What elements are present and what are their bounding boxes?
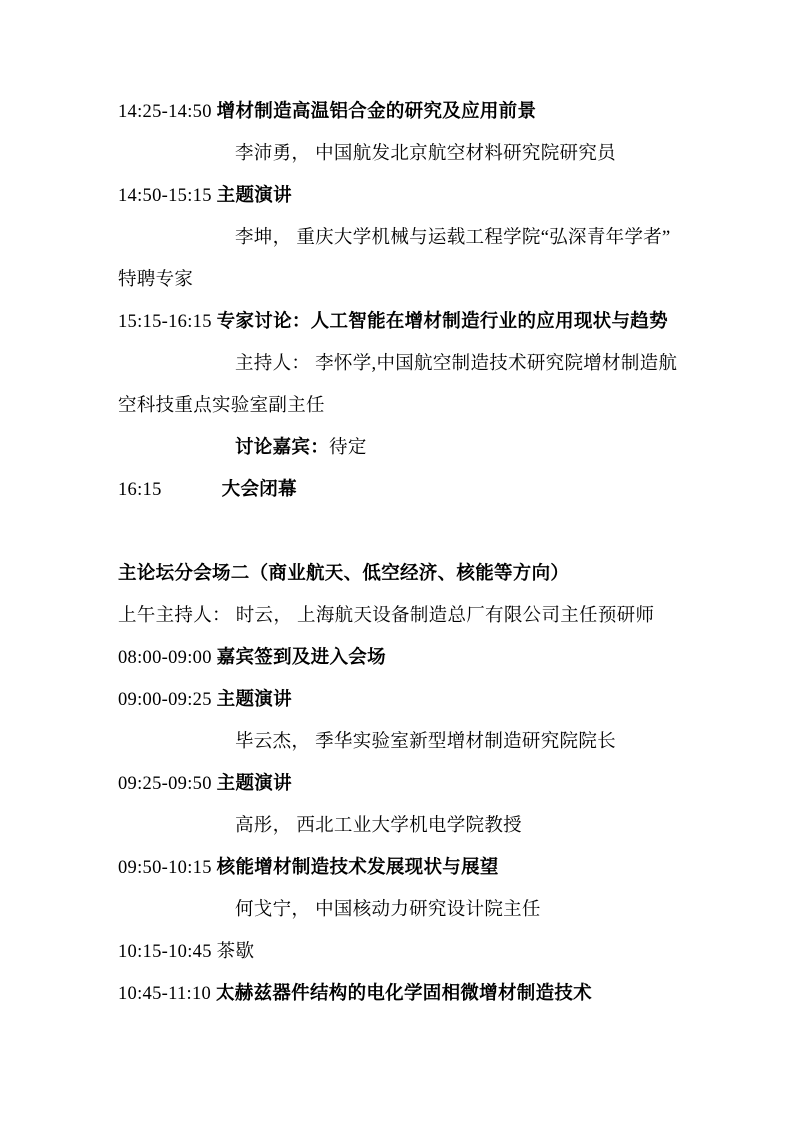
speaker-text: 特聘专家	[118, 270, 194, 290]
time-range: 09:25-09:50	[118, 774, 217, 794]
moderator-line-continuation	[118, 385, 678, 427]
agenda-item	[118, 847, 678, 889]
time-range: 10:15-10:45	[118, 942, 217, 962]
time-range: 09:00-09:25	[118, 690, 217, 710]
agenda-item	[118, 637, 678, 679]
session-title: 增材制造高温铝合金的研究及应用前景	[216, 102, 537, 122]
panel-guests-label: 讨论嘉宾：	[235, 438, 330, 458]
agenda-content	[118, 91, 678, 1015]
moderator-text: 主持人： 李怀学,中国航空制造技术研究院增材制造航	[235, 354, 678, 374]
speaker-text: 高彤， 西北工业大学机电学院教授	[235, 816, 522, 836]
time-range: 10:45-11:10	[118, 984, 216, 1004]
agenda-item	[118, 679, 678, 721]
speaker-line	[118, 805, 678, 847]
agenda-item	[118, 763, 678, 805]
session-title: 核能增材制造技术发展现状与展望	[216, 858, 499, 878]
session-title: 太赫兹器件结构的电化学固相微增材制造技术	[215, 984, 592, 1004]
session-title: 嘉宾签到及进入会场	[216, 648, 386, 668]
moderator-text: 空科技重点实验室副主任	[118, 396, 325, 416]
agenda-item	[118, 973, 678, 1015]
agenda-item	[118, 301, 678, 343]
speaker-line	[118, 721, 678, 763]
time-range: 14:25-14:50	[118, 102, 217, 122]
agenda-item	[118, 91, 678, 133]
session-title: 主题演讲	[216, 186, 292, 206]
speaker-text: 李坤， 重庆大学机械与运载工程学院“弘深青年学者”	[235, 228, 671, 248]
panel-guests-line	[118, 427, 678, 469]
time-range: 15:15-16:15	[118, 312, 217, 332]
session-title: 主题演讲	[216, 690, 292, 710]
panel-guests-value: 待定	[329, 438, 367, 458]
speaker-text: 李沛勇， 中国航发北京航空材料研究院研究员	[235, 144, 616, 164]
moderator-text: 上午主持人： 时云， 上海航天设备制造总厂有限公司主任预研师	[118, 606, 655, 626]
speaker-line	[118, 217, 678, 259]
speaker-line	[118, 889, 678, 931]
time-range: 08:00-09:00	[118, 648, 217, 668]
session-title: 大会闭幕	[221, 480, 297, 500]
agenda-item	[118, 469, 678, 511]
time-range: 14:50-15:15	[118, 186, 217, 206]
moderator-line	[118, 343, 678, 385]
time-range: 16:15	[118, 480, 162, 500]
session-title: 专家讨论：人工智能在增材制造行业的应用现状与趋势	[216, 312, 668, 332]
section-heading	[118, 553, 678, 595]
speaker-line-continuation	[118, 259, 678, 301]
morning-moderator-line	[118, 595, 678, 637]
speaker-text: 毕云杰， 季华实验室新型增材制造研究院院长	[235, 732, 616, 752]
speaker-text: 何戈宁， 中国核动力研究设计院主任	[235, 900, 541, 920]
section-title: 主论坛分会场二（商业航天、低空经济、核能等方向）	[118, 564, 570, 584]
speaker-line	[118, 133, 678, 175]
session-title: 茶歇	[216, 942, 255, 962]
session-title: 主题演讲	[216, 774, 292, 794]
blank-line	[118, 511, 678, 553]
time-range: 09:50-10:15	[118, 858, 217, 878]
agenda-item	[118, 175, 678, 217]
agenda-item	[118, 931, 678, 973]
